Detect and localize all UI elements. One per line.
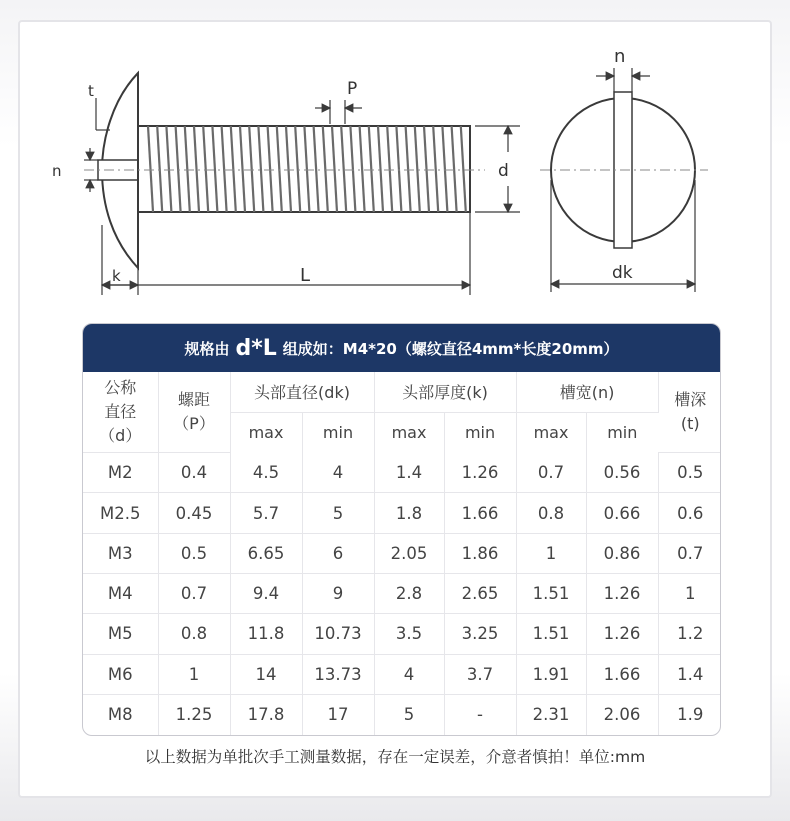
thread-line: [360, 126, 365, 212]
label-L: L: [300, 265, 311, 286]
label-n-top: n: [614, 46, 626, 67]
label-d: d: [498, 161, 509, 181]
thread-line: [452, 126, 457, 212]
table-cell: 1.66: [444, 493, 516, 533]
table-cell: 1: [158, 654, 230, 694]
screw-dimension-diagram: [40, 40, 740, 310]
table-cell: 13.73: [302, 654, 374, 694]
thread-line: [286, 126, 291, 212]
thread-line: [350, 126, 355, 212]
table-cell: 0.8: [516, 493, 586, 533]
table-cell: 17.8: [230, 694, 302, 734]
table-cell: 4: [302, 453, 374, 493]
table-title-bar: [83, 324, 720, 372]
table-cell: 0.8: [158, 614, 230, 654]
table-cell: 1.26: [444, 453, 516, 493]
title-suffix: 组成如：M4*20（螺纹直径4mm*长度20mm）: [282, 339, 619, 358]
thread-line: [148, 126, 153, 212]
table-cell: 2.06: [586, 694, 658, 734]
table-cell: M3: [83, 533, 158, 573]
table-cell: 1.51: [516, 614, 586, 654]
table-cell: 0.86: [586, 533, 658, 573]
table-cell: 1.86: [444, 533, 516, 573]
table-cell: 0.56: [586, 453, 658, 493]
table-cell: 1.25: [158, 694, 230, 734]
table-cell: 9: [302, 573, 374, 613]
table-row: [83, 453, 721, 493]
table-row: [83, 573, 721, 613]
table-cell: 2.65: [444, 573, 516, 613]
header-max: max: [516, 412, 586, 452]
table-cell: 1.51: [516, 573, 586, 613]
table-row: [83, 493, 721, 533]
thread-line: [406, 126, 411, 212]
footer-disclaimer: 以上数据为单批次手工测量数据，存在一定误差，介意者慎拍！单位:mm: [144, 748, 646, 766]
thread-line: [166, 126, 171, 212]
table-cell: 1: [658, 573, 721, 613]
table-cell: 2.8: [374, 573, 444, 613]
header-min: min: [607, 423, 638, 443]
table-cell: 0.4: [158, 453, 230, 493]
table-cell: 3.5: [374, 614, 444, 654]
table-row: [83, 614, 721, 654]
table-cell: 0.7: [516, 453, 586, 493]
table-cell: 1.26: [586, 573, 658, 613]
header-head-diameter: 头部直径(dk): [230, 372, 374, 412]
thread-line: [415, 126, 420, 212]
label-dk: dk: [612, 263, 633, 283]
table-cell: 0.5: [158, 533, 230, 573]
thread-line: [442, 126, 447, 212]
header-pitch: 螺距 （P）: [158, 372, 230, 453]
table-cell: 4: [374, 654, 444, 694]
table-cell: 0.45: [158, 493, 230, 533]
thread-line: [268, 126, 273, 212]
label-k: k: [112, 267, 121, 285]
table-cell: 3.7: [444, 654, 516, 694]
thread-line: [332, 126, 337, 212]
table-cell: 17: [302, 694, 374, 734]
thread-line: [258, 126, 263, 212]
header-min: min: [444, 412, 516, 452]
table-cell: 1.9: [677, 705, 704, 725]
table-cell: 6.65: [230, 533, 302, 573]
thread-line: [387, 126, 392, 212]
table-cell: 14: [230, 654, 302, 694]
table-cell: 1.26: [586, 614, 658, 654]
header-nominal: 公称 直径 （d）: [83, 372, 158, 453]
table-cell: 3.25: [444, 614, 516, 654]
thread-line: [323, 126, 328, 212]
thread-line: [277, 126, 282, 212]
header-max: max: [374, 412, 444, 452]
thread-line: [378, 126, 383, 212]
thread-line: [314, 126, 319, 212]
header-slot-width: 槽宽(n): [516, 372, 658, 412]
thread-line: [240, 126, 245, 212]
thread-line: [424, 126, 429, 212]
thread-line: [231, 126, 236, 212]
header-row-1: [83, 372, 721, 412]
label-t: t: [88, 82, 94, 100]
thread-line: [369, 126, 374, 212]
table-cell: 1.91: [516, 654, 586, 694]
thread-line: [194, 126, 199, 212]
header-head-thickness: 头部厚度(k): [374, 372, 516, 412]
thread-line: [222, 126, 227, 212]
table-cell: 11.8: [230, 614, 302, 654]
spec-table: [82, 323, 721, 736]
table-cell: 1.2: [658, 614, 721, 654]
header-max: max: [230, 412, 302, 452]
table-cell: M2: [83, 453, 158, 493]
table-cell: M5: [83, 614, 158, 654]
table-cell: 0.66: [586, 493, 658, 533]
screw-front-view: [540, 92, 708, 248]
table-cell: 4.5: [230, 453, 302, 493]
table-cell: 1.66: [586, 654, 658, 694]
table-row: [83, 694, 721, 734]
table-cell: 10.73: [302, 614, 374, 654]
header-min: min: [302, 412, 374, 452]
table-cell: M6: [83, 654, 158, 694]
table-cell: M4: [83, 573, 158, 613]
screw-side-view: [84, 73, 485, 268]
table-cell: 1.4: [658, 654, 721, 694]
table-cell: 5.7: [230, 493, 302, 533]
thread-line: [295, 126, 300, 212]
table-cell: 9.4: [230, 573, 302, 613]
table-cell: 0.7: [658, 533, 721, 573]
table-cell: 5: [302, 493, 374, 533]
table-row: [83, 533, 721, 573]
thread-line: [212, 126, 217, 212]
thread-line: [185, 126, 190, 212]
table-cell: 1.4: [374, 453, 444, 493]
table-row: [83, 654, 721, 694]
spec-grid: [83, 372, 721, 735]
table-cell: 0.6: [658, 493, 721, 533]
thread-line: [461, 126, 466, 212]
thread-line: [176, 126, 181, 212]
thread-line: [249, 126, 254, 212]
table-cell: 2.31: [516, 694, 586, 734]
table-cell: 2.05: [374, 533, 444, 573]
table-cell: 0.5: [658, 453, 721, 493]
table-cell: -: [444, 694, 516, 734]
table-cell: 5: [374, 694, 444, 734]
table-cell: M8: [83, 694, 158, 734]
table-cell: 6: [302, 533, 374, 573]
thread-line: [203, 126, 208, 212]
label-n-left: n: [52, 162, 62, 180]
header-slot-depth: 槽深 (t): [658, 372, 721, 453]
table-cell: 0.7: [158, 573, 230, 613]
table-cell: 1.8: [374, 493, 444, 533]
table-cell: 1: [516, 533, 586, 573]
thread-line: [396, 126, 401, 212]
thread-line: [341, 126, 346, 212]
table-cell: M2.5: [83, 493, 158, 533]
thread-line: [433, 126, 438, 212]
title-prefix: 规格由: [184, 339, 230, 358]
thread-line: [304, 126, 309, 212]
label-P: P: [347, 79, 358, 99]
thread-line: [157, 126, 162, 212]
title-formula: d*L: [235, 335, 277, 361]
